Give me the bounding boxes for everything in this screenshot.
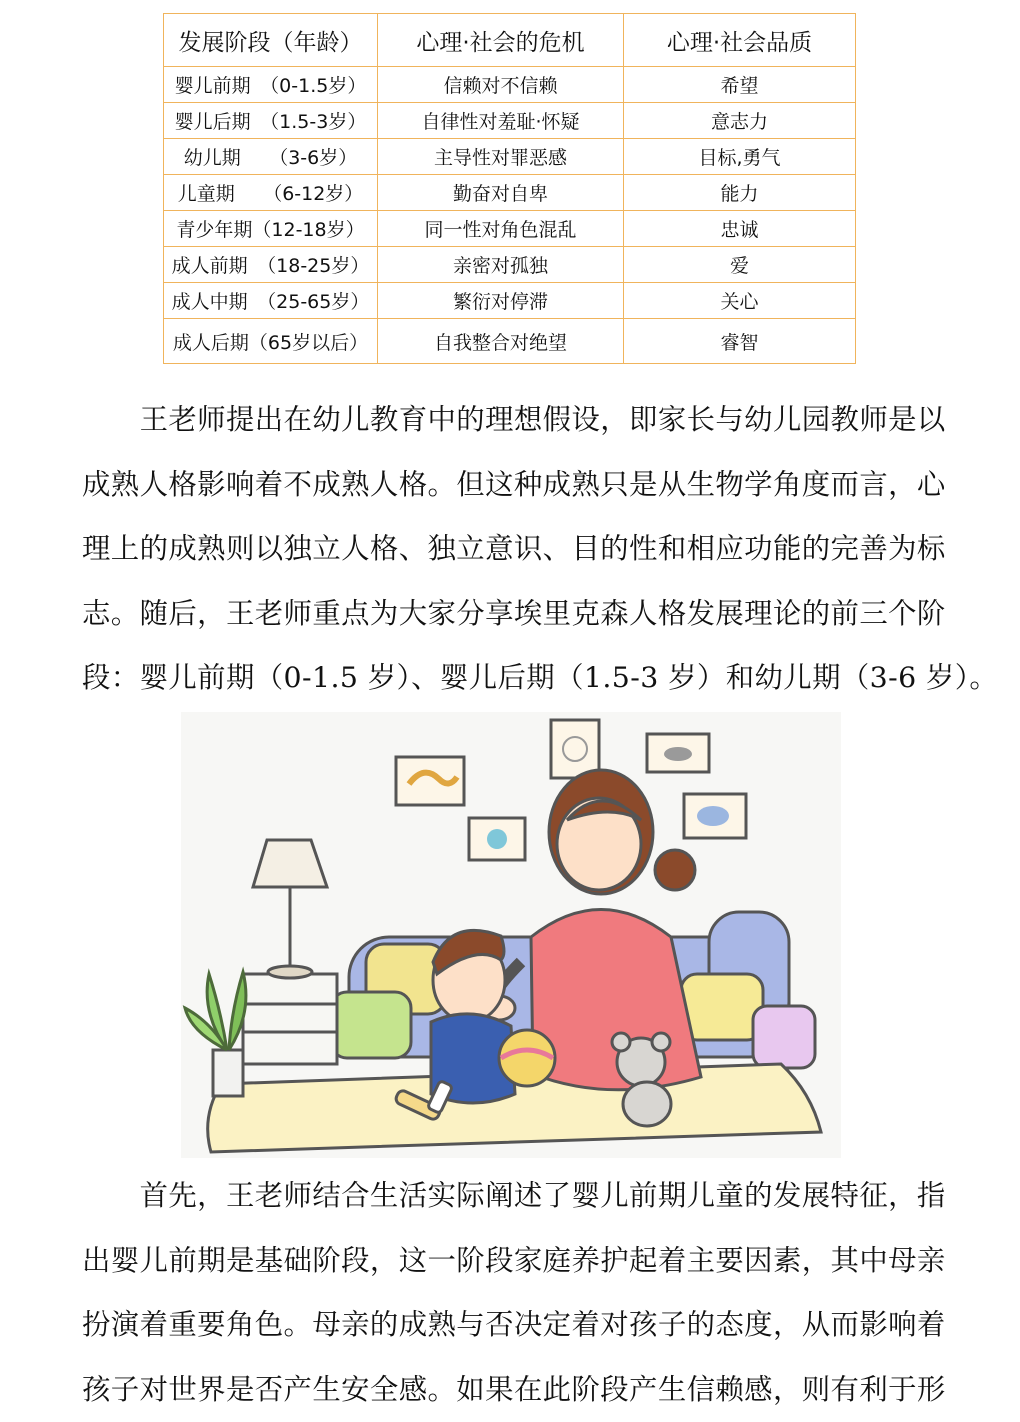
table-row xyxy=(164,211,856,247)
stage-cell: 青少年期（12-18岁） xyxy=(164,211,378,247)
stage-cell: 婴儿前期 （0-1.5岁） xyxy=(164,67,378,103)
text-line: 首先，王老师结合生活实际阐述了婴儿前期儿童的发展特征，指 xyxy=(82,1164,938,1229)
stage-cell: 婴儿后期 （1.5-3岁） xyxy=(164,103,378,139)
table-row xyxy=(164,175,856,211)
stage-cell: 儿童期 （6-12岁） xyxy=(164,175,378,211)
stage-cell: 幼儿期 （3-6岁） xyxy=(164,139,378,175)
table-row xyxy=(164,67,856,103)
quality-cell: 关心 xyxy=(624,283,856,319)
text-line: 扮演着重要角色。母亲的成熟与否决定着对孩子的态度，从而影响着 xyxy=(82,1293,938,1358)
crisis-cell: 信赖对不信赖 xyxy=(378,67,624,103)
text-line: 孩子对世界是否产生安全感。如果在此阶段产生信赖感，则有利于形 xyxy=(82,1358,938,1422)
table-row xyxy=(164,247,856,283)
quality-cell: 忠诚 xyxy=(624,211,856,247)
text-line: 出婴儿前期是基础阶段，这一阶段家庭养护起着主要因素，其中母亲 xyxy=(82,1229,938,1294)
quality-cell: 能力 xyxy=(624,175,856,211)
header-quality: 心理·社会品质 xyxy=(624,14,856,67)
paragraph-intro xyxy=(82,388,938,711)
quality-cell: 爱 xyxy=(624,247,856,283)
header-stage: 发展阶段（年龄） xyxy=(164,14,378,67)
stage-cell: 成人中期 （25-65岁） xyxy=(164,283,378,319)
crisis-cell: 繁衍对停滞 xyxy=(378,283,624,319)
table-row xyxy=(164,103,856,139)
stage-cell: 成人后期（65岁以后） xyxy=(164,319,378,364)
text-line: 志。随后，王老师重点为大家分享埃里克森人格发展理论的前三个阶 xyxy=(82,582,938,647)
crisis-cell: 同一性对角色混乱 xyxy=(378,211,624,247)
crisis-cell: 勤奋对自卑 xyxy=(378,175,624,211)
quality-cell: 睿智 xyxy=(624,319,856,364)
text-line: 理上的成熟则以独立人格、独立意识、目的性和相应功能的完善为标 xyxy=(82,517,938,582)
crisis-cell: 自律性对羞耻·怀疑 xyxy=(378,103,624,139)
header-crisis: 心理·社会的危机 xyxy=(378,14,624,67)
text-line: 段：婴儿前期（0-1.5 岁）、婴儿后期（1.5-3 岁）和幼儿期（3-6 岁）。 xyxy=(82,646,938,711)
quality-cell: 希望 xyxy=(624,67,856,103)
table-row xyxy=(164,319,856,364)
quality-cell: 目标,勇气 xyxy=(624,139,856,175)
erikson-stage-table-container xyxy=(163,13,855,364)
crisis-cell: 亲密对孤独 xyxy=(378,247,624,283)
mother-child-illustration xyxy=(181,712,841,1158)
text-line: 成熟人格影响着不成熟人格。但这种成熟只是从生物学角度而言，心 xyxy=(82,453,938,518)
crisis-cell: 自我整合对绝望 xyxy=(378,319,624,364)
stage-cell: 成人前期 （18-25岁） xyxy=(164,247,378,283)
table-row xyxy=(164,139,856,175)
table-header-row xyxy=(164,14,856,67)
potted-plant xyxy=(185,972,246,1096)
erikson-stage-table xyxy=(163,13,856,364)
table-row xyxy=(164,283,856,319)
crisis-cell: 主导性对罪恶感 xyxy=(378,139,624,175)
paragraph-infancy xyxy=(82,1164,938,1422)
quality-cell: 意志力 xyxy=(624,103,856,139)
nightstand-lamp xyxy=(243,840,337,1064)
text-line: 王老师提出在幼儿教育中的理想假设，即家长与幼儿园教师是以 xyxy=(82,388,938,453)
